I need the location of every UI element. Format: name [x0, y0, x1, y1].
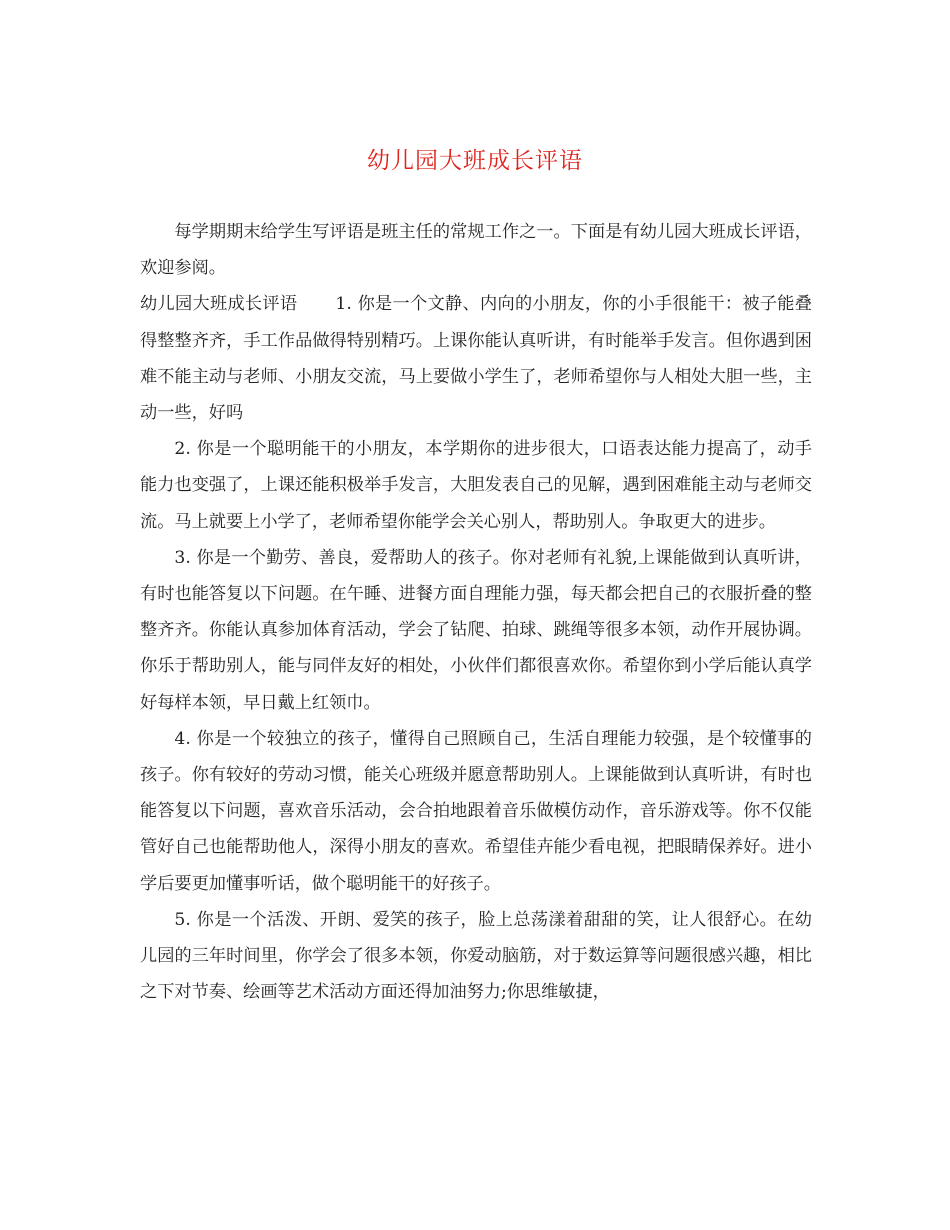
document-body	[140, 214, 812, 1010]
comment-paragraph-3: 3. 你是一个勤劳、善良，爱帮助人的孩子。你对老师有礼貌,上课能做到认真听讲，有时也能答复以下问题。在午睡、进餐方面自理能力强，每天都会把自己的衣服折叠的整整齐齐。你能认真参加体育活动，学会了钻爬、拍球、跳绳等很多本领，动作开展协调。你乐于帮助别人，能与同伴友好的相处，小伙伴们都很喜欢你。希望你到小学后能认真学好每样本领，早日戴上红领巾。	[140, 547, 812, 713]
comment-paragraph-4: 4. 你是一个较独立的孩子，懂得自己照顾自己，生活自理能力较强，是个较懂事的孩子。你有较好的劳动习惯，能关心班级并愿意帮助别人。上课能做到认真听讲，有时也能答复以下问题，喜欢音乐活动，会合拍地跟着音乐做模仿动作，音乐游戏等。你不仅能管好自己也能帮助他人，深得小朋友的喜欢。希望佳卉能少看电视，把眼睛保养好。进小学后要更加懂事听话，做个聪明能干的好孩子。	[140, 728, 812, 894]
intro-paragraph: 每学期期末给学生写评语是班主任的常规工作之一。下面是有幼儿园大班成长评语，欢迎参阅。	[140, 222, 812, 279]
comment-text-1: 1. 你是一个文静、内向的小朋友，你的小手很能干：被子能叠得整整齐齐，手工作品做得特别精巧。上课你能认真听讲，有时能举手发言。但你遇到困难不能主动与老师、小朋友交流，马上要做小学生了，老师希望你与人相处大胆一些，主动一些，好吗	[140, 294, 812, 424]
document-title: 幼儿园大班成长评语	[367, 148, 583, 174]
comment-paragraph-2: 2. 你是一个聪明能干的小朋友，本学期你的进步很大，口语表达能力提高了，动手能力也变强了，上课还能积极举手发言，大胆发表自己的见解，遇到困难能主动与老师交流。马上就要上小学了，老师希望你能学会关心别人，帮助别人。争取更大的进步。	[140, 439, 812, 532]
comment-paragraph-1	[140, 286, 812, 431]
comment-paragraph-5: 5. 你是一个活泼、开朗、爱笑的孩子，脸上总荡漾着甜甜的笑，让人很舒心。在幼儿园的三年时间里，你学会了很多本领，你爱动脑筋，对于数运算等问题很感兴趣，相比之下对节奏、绘画等艺术活动方面还得加油努力;你思维敏捷，	[140, 909, 812, 1003]
section-label: 幼儿园大班成长评语	[140, 294, 298, 315]
